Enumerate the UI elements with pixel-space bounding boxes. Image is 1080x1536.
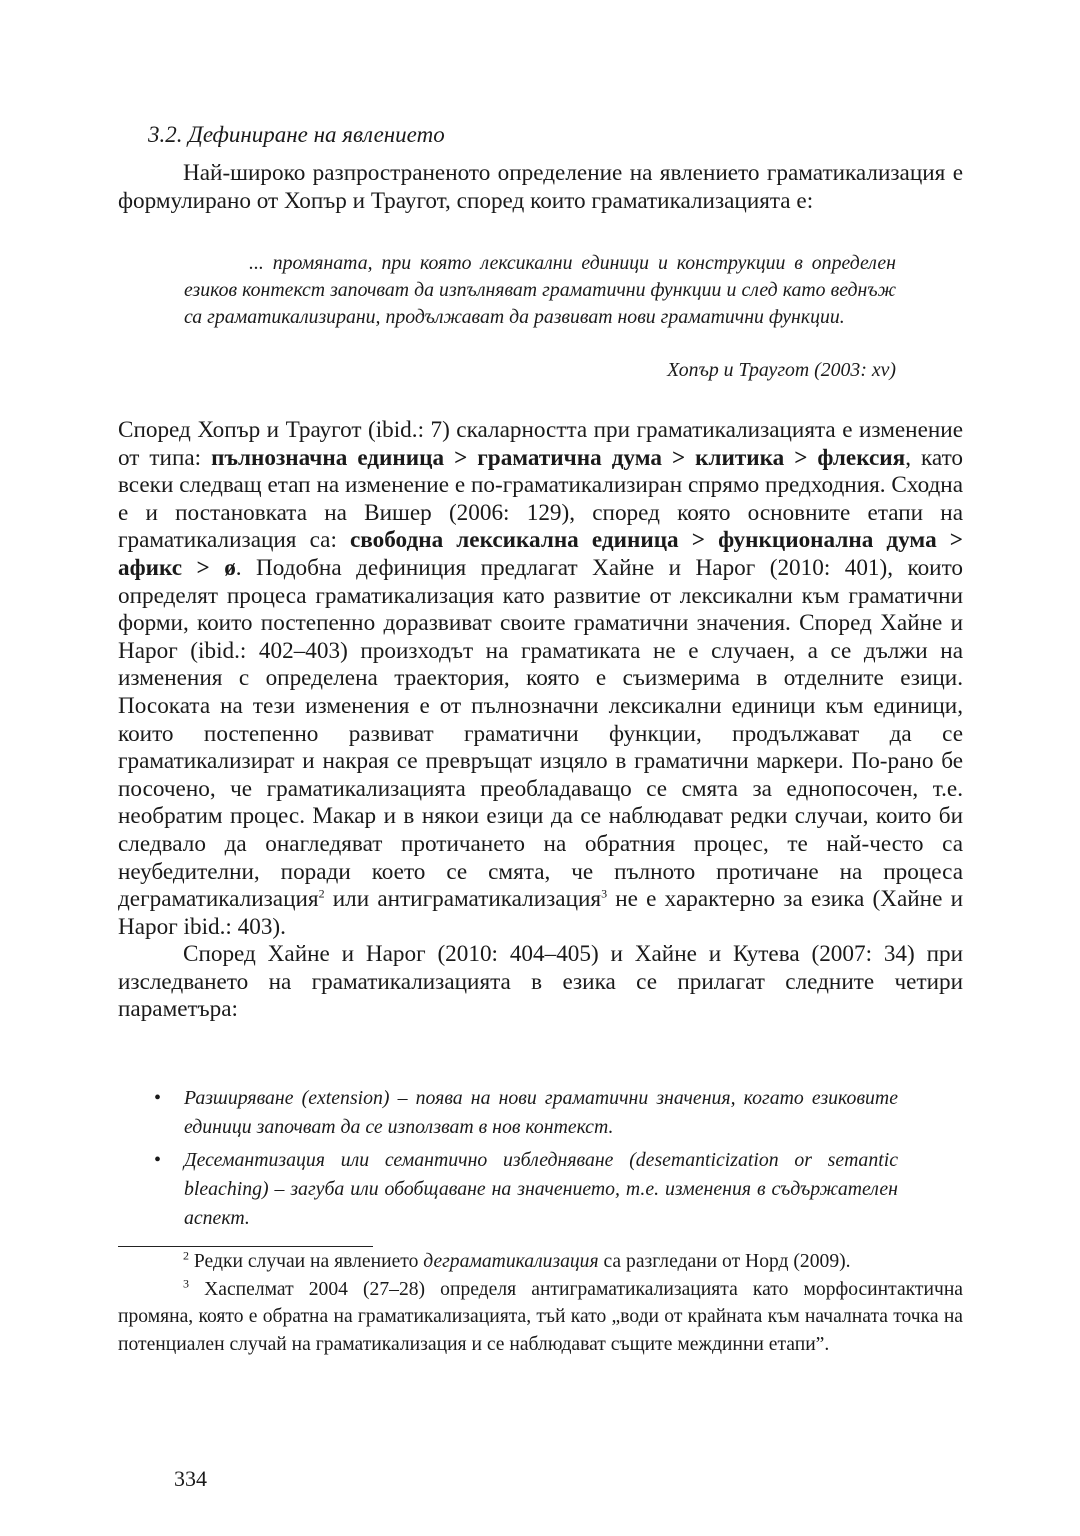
text-run: или антиграматикализация — [324, 886, 602, 913]
footnote-number: 2 — [183, 1248, 189, 1263]
main-text — [118, 417, 963, 1024]
list-item — [118, 1146, 898, 1233]
bullet-icon: • — [154, 1087, 162, 1109]
intro-paragraph: Най-широко разпространеното определение на явлението граматикализация е формулирано от Хопър и Траугот, според които граматикализацията е: — [118, 160, 963, 214]
section-heading: 3.2. Дефиниране на явлението — [148, 122, 445, 147]
parameter-list — [118, 1084, 898, 1237]
page-number: 334 — [174, 1466, 207, 1491]
footnote-3 — [118, 1276, 963, 1359]
text-run: . Подобна дефиниция предлагат Хайне и Нарог (2010: 401), които определят процеса граматикализация като развитие от лексикални към граматични форми, които постепенно доразвиват своите граматични значения. Според Хайне и Нарог (ibid.: 402–403) произходът на граматиката не е случаен, а се дължи на изменения с определена траектория, която е съизмерима в отделните езици. Посоката на тези изменения е от пълнозначни лексикални единици към единици, които постепенно развиват граматични функции, продължават да се граматикализират и накрая се превръщат изцяло в граматични маркери. По-рано бе посочено, че граматикализацията преобладаващо се смята за еднопосочен, т.е. необратим процес. Макар и в някои езици да се наблюдават редки случаи, които би следвало да онагледяват протичането на обратния процес, те най-често са неубедителни, поради което се смята, че пълното протичане на процеса деграматикализация — [118, 554, 963, 913]
footnote-text: Редки случаи на явлението — [189, 1251, 424, 1272]
text-run: Според Хопър и Траугот (ibid.: 7) скаларността при граматикализацията е изменение от типа: — [118, 417, 963, 471]
bold-scale-1: пълнозначна единица > граматична дума > клитика > флексия — [211, 444, 906, 471]
footnote-divider — [118, 1246, 373, 1247]
footnote-text: Хаспелмат 2004 (27–28) определя антиграматикализацията като морфосинтактична промяна, която е обратна на граматикализацията, тъй като „води от крайната към началната точка на потенциален случай на граматикализация и се наблюдават същите междинни етапи”. — [118, 1278, 963, 1355]
footnote-term: деграматикализация — [423, 1251, 599, 1272]
footnote-2 — [118, 1248, 963, 1276]
bullet-icon: • — [154, 1149, 162, 1171]
page — [118, 0, 963, 1536]
block-quote: ... промяната, при която лексикални единици и конструкции в определен езиков контекст започват да изпълняват граматични функции и след като веднъж са граматикализирани, продължават да развиват нови граматични функции. — [184, 252, 896, 328]
text-run: Според Хайне и Нарог (2010: 404–405) и Хайне и Кутева (2007: 34) при изследването на граматикализацията в езика се прилагат следните четири параметъра: — [118, 941, 963, 1023]
footnote-number: 3 — [183, 1275, 189, 1290]
bold-scale-2: свободна лексикална единица > функционална дума > афикс > ø — [118, 527, 963, 581]
list-item-text: Разширяване (extension) – поява на нови граматични значения, когато езиковите единици започват да се използват в нов контекст. — [184, 1087, 898, 1138]
list-item-text: Десемантизация или семантично избледняване (desemanticization or semantic bleaching) – загуба или обобщаване на значението, т.е. изменения в съдържателен аспект. — [184, 1149, 898, 1229]
footnote-ref-3[interactable]: 3 — [601, 886, 608, 901]
paragraph-parameters — [118, 941, 963, 1024]
text-run: , като всеки следващ етап на изменение е по-граматикализиран спрямо предходния. Сходна е и постановката на Вишер (2006: 129), според която основните етапи на граматикализация са: — [118, 444, 964, 554]
paragraph-scalarity — [118, 417, 963, 941]
quote-source: Хопър и Траугот (2003: xv) — [667, 359, 896, 381]
list-item — [118, 1084, 898, 1142]
footnote-ref-2[interactable]: 2 — [318, 886, 325, 901]
footnote-text: са разгледани от Норд (2009). — [598, 1251, 851, 1272]
text-run: не е характерно за езика (Хайне и Нарог ibid.: 403). — [118, 886, 963, 940]
footnotes — [118, 1248, 963, 1358]
